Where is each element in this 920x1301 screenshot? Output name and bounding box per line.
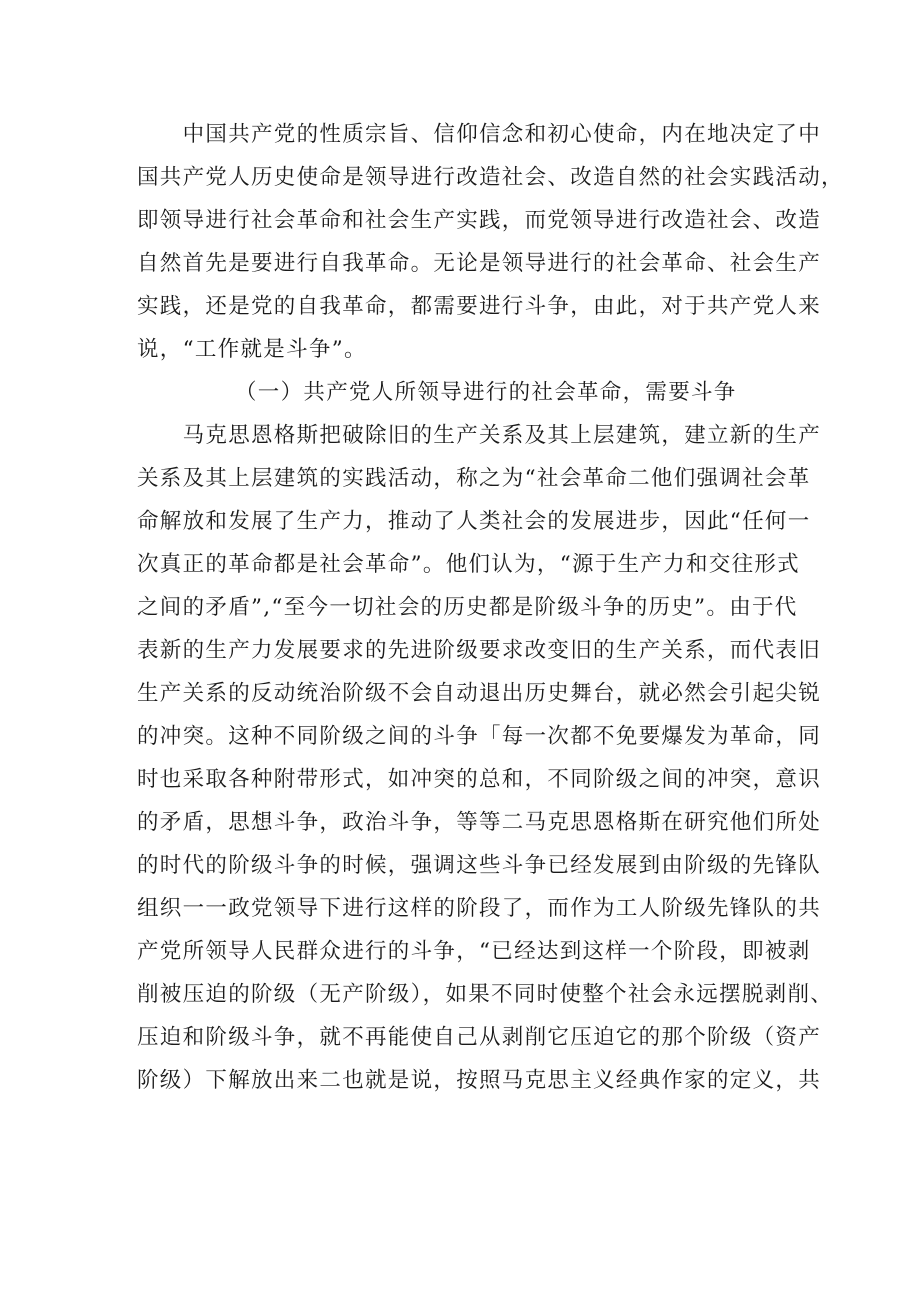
paragraph-2-line-2: 关系及其上层建筑的实践活动，称之为“社会革命二他们强调社会革: [137, 466, 811, 491]
paragraph-2-line-7: 生产关系的反动统治阶级不会自动退出历史舞台，就必然会引起尖锐: [137, 681, 822, 706]
paragraph-2-line-14: 削被压迫的阶级（无产阶级），如果不同时使整个社会永远摆脱剥削、: [137, 982, 834, 1007]
section-heading: （一）共产党人所领导进行的社会革命，需要斗争: [235, 380, 737, 405]
paragraph-1-line-3: 即领导进行社会革命和社会生产实践，而党领导进行改造社会、改造: [137, 208, 822, 233]
paragraph-2-line-1: 马克思恩格斯把破除旧的生产关系及其上层建筑，建立新的生产: [137, 423, 822, 448]
paragraph-2-line-6: 表新的生产力发展要求的先进阶级要求改变旧的生产关系，而代表旧: [137, 638, 822, 663]
paragraph-2-line-16: 阶级）下解放出来二也就是说，按照马克思主义经典作家的定义，共: [137, 1068, 822, 1093]
paragraph-2-line-10: 的矛盾，思想斗争，政治斗争，等等二马克思恩格斯在研究他们所处: [137, 810, 822, 835]
paragraph-1-line-2: 国共产党人历史使命是领导进行改造社会、改造自然的社会实践活动，: [137, 165, 844, 190]
paragraph-2-line-11: 的时代的阶级斗争的时候，强调这些斗争已经发展到由阶级的先锋队: [137, 853, 822, 878]
paragraph-1-line-4: 自然首先是要进行自我革命。无论是领导进行的社会革命、社会生产: [137, 251, 822, 276]
paragraph-2-line-5: 之间的矛盾”,“至今一切社会的历史都是阶级斗争的历史”。由于代: [137, 595, 798, 620]
paragraph-2-line-12: 组织一一政党领导下进行这样的阶段了，而作为工人阶级先锋队的共: [137, 896, 822, 921]
paragraph-2-line-3: 命解放和发展了生产力，推动了人类社会的发展进步，因此“任何一: [137, 509, 811, 534]
paragraph-1-line-1: 中国共产党的性质宗旨、信仰信念和初心使命，内在地决定了中: [137, 122, 822, 147]
paragraph-2-line-15: 压迫和阶级斗争，就不再能使自己从剥削它压迫它的那个阶级（资产: [137, 1025, 822, 1050]
paragraph-1-line-6: 说，“工作就是斗争”。: [137, 337, 367, 362]
paragraph-2-line-9: 时也采取各种附带形式，如冲突的总和，不同阶级之间的冲突，意识: [137, 767, 822, 792]
paragraph-2-line-4: 次真正的革命都是社会革命”。他们认为，“源于生产力和交往形式: [137, 552, 800, 577]
paragraph-1-line-5: 实践，还是党的自我革命，都需要进行斗争，由此，对于共产党人来: [137, 294, 822, 319]
paragraph-2-line-8: 的冲突。这种不同阶级之间的斗争「每一次都不免要爆发为革命，同: [137, 724, 822, 749]
paragraph-2-line-13: 产党所领导人民群众进行的斗争，“已经达到这样一个阶段，即被剥: [137, 939, 811, 964]
